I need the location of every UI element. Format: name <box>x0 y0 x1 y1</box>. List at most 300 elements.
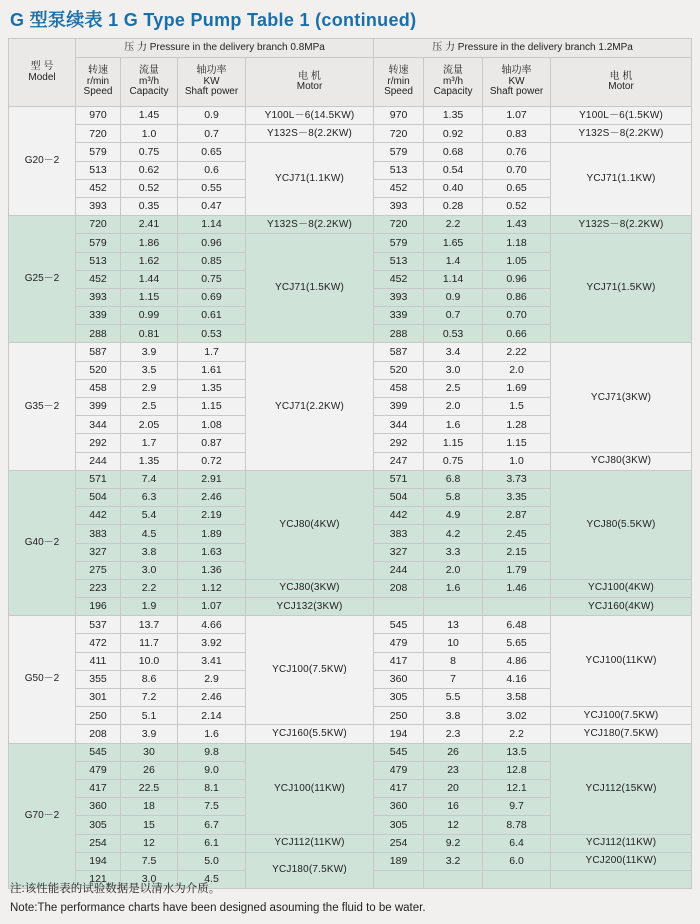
power-cell: 1.89 <box>178 525 246 543</box>
power-cell: 0.70 <box>483 307 551 325</box>
speed-cell: 513 <box>76 161 121 179</box>
capacity-cell: 8.6 <box>121 670 178 688</box>
speed-cell: 339 <box>374 307 424 325</box>
power-cell: 0.76 <box>483 143 551 161</box>
capacity-cell: 0.54 <box>424 161 483 179</box>
power-cell: 4.86 <box>483 652 551 670</box>
power-cell: 5.0 <box>178 852 246 870</box>
capacity-cell: 7 <box>424 670 483 688</box>
speed-cell: 479 <box>374 634 424 652</box>
speed-cell: 520 <box>76 361 121 379</box>
speed-cell: 383 <box>76 525 121 543</box>
capacity-cell: 2.0 <box>424 398 483 416</box>
speed-cell: 355 <box>76 670 121 688</box>
speed-cell: 121 <box>76 870 121 888</box>
capacity-cell: 11.7 <box>121 634 178 652</box>
capacity-cell: 15 <box>121 816 178 834</box>
speed-cell: 208 <box>374 579 424 597</box>
capacity-cell: 7.2 <box>121 689 178 707</box>
power-cell: 0.65 <box>178 143 246 161</box>
speed-cell: 305 <box>76 816 121 834</box>
power-header: 轴功率 KW Shaft power <box>178 58 246 107</box>
power-cell: 0.96 <box>178 234 246 252</box>
power-cell: 6.4 <box>483 834 551 852</box>
speed-cell: 545 <box>374 616 424 634</box>
table-row <box>9 234 692 252</box>
speed-cell: 452 <box>374 179 424 197</box>
capacity-cell: 0.75 <box>424 452 483 470</box>
speed-cell: 223 <box>76 579 121 597</box>
speed-cell: 411 <box>76 652 121 670</box>
speed-cell: 720 <box>76 216 121 234</box>
capacity-cell: 0.9 <box>424 288 483 306</box>
table-row <box>9 470 692 488</box>
power-cell: 0.6 <box>178 161 246 179</box>
capacity-cell: 22.5 <box>121 779 178 797</box>
power-cell: 3.58 <box>483 689 551 707</box>
capacity-cell: 1.6 <box>424 416 483 434</box>
pressure-header-right: 压 力 Pressure in the delivery branch 1.2MPa <box>374 39 692 58</box>
speed-cell: 393 <box>374 197 424 215</box>
power-cell: 1.69 <box>483 379 551 397</box>
power-cell: 4.16 <box>483 670 551 688</box>
power-cell: 1.12 <box>178 579 246 597</box>
capacity-cell: 3.4 <box>424 343 483 361</box>
power-cell: 1.15 <box>483 434 551 452</box>
capacity-cell: 0.68 <box>424 143 483 161</box>
power-cell: 1.43 <box>483 216 551 234</box>
speed-cell: 417 <box>374 779 424 797</box>
power-cell: 0.61 <box>178 307 246 325</box>
speed-cell: 189 <box>374 852 424 870</box>
speed-cell: 458 <box>374 379 424 397</box>
capacity-cell: 0.92 <box>424 125 483 143</box>
speed-cell: 292 <box>374 434 424 452</box>
capacity-cell: 0.99 <box>121 307 178 325</box>
capacity-cell: 3.3 <box>424 543 483 561</box>
motor-cell: YCJ71(3KW) <box>551 343 692 452</box>
power-cell: 0.53 <box>178 325 246 343</box>
motor-cell: YCJ112(11KW) <box>246 834 374 852</box>
power-cell: 1.5 <box>483 398 551 416</box>
table-row <box>9 834 692 852</box>
power-cell: 3.02 <box>483 707 551 725</box>
capacity-cell: 2.5 <box>424 379 483 397</box>
capacity-cell: 5.8 <box>424 488 483 506</box>
motor-cell: YCJ100(7.5KW) <box>246 616 374 725</box>
power-cell: 12.8 <box>483 761 551 779</box>
power-cell: 0.7 <box>178 125 246 143</box>
speed-cell: 579 <box>76 234 121 252</box>
power-cell: 8.1 <box>178 779 246 797</box>
power-cell: 2.14 <box>178 707 246 725</box>
speed-cell: 254 <box>76 834 121 852</box>
power-cell: 2.9 <box>178 670 246 688</box>
power-cell: 0.72 <box>178 452 246 470</box>
speed-cell: 417 <box>374 652 424 670</box>
motor-cell: Y132S－8(2.2KW) <box>551 216 692 234</box>
power-cell: 2.15 <box>483 543 551 561</box>
power-cell: 1.0 <box>483 452 551 470</box>
speed-cell: 399 <box>76 398 121 416</box>
motor-cell: YCJ71(2.2KW) <box>246 343 374 470</box>
power-cell: 12.1 <box>483 779 551 797</box>
capacity-cell: 16 <box>424 798 483 816</box>
capacity-cell: 0.40 <box>424 179 483 197</box>
table-row <box>9 598 692 616</box>
pressure-header-left: 压 力 Pressure in the delivery branch 0.8MPa <box>76 39 374 58</box>
power-cell: 0.55 <box>178 179 246 197</box>
power-cell: 1.18 <box>483 234 551 252</box>
table-row <box>9 616 692 634</box>
capacity-cell <box>424 870 483 888</box>
footnote-cn: 注:该性能表的试验数据是以清水为介质。 <box>10 883 221 895</box>
capacity-header: 流量 m³/h Capacity <box>121 58 178 107</box>
power-cell: 0.87 <box>178 434 246 452</box>
power-cell: 1.35 <box>178 379 246 397</box>
capacity-cell: 3.8 <box>121 543 178 561</box>
speed-cell: 504 <box>374 488 424 506</box>
power-cell: 9.7 <box>483 798 551 816</box>
capacity-cell: 10.0 <box>121 652 178 670</box>
motor-cell: YCJ112(15KW) <box>551 743 692 834</box>
power-cell: 1.63 <box>178 543 246 561</box>
capacity-cell: 13.7 <box>121 616 178 634</box>
power-cell: 6.1 <box>178 834 246 852</box>
motor-cell: YCJ100(11KW) <box>246 743 374 834</box>
capacity-cell: 3.0 <box>121 870 178 888</box>
speed-cell: 587 <box>374 343 424 361</box>
capacity-cell: 5.4 <box>121 507 178 525</box>
capacity-cell: 8 <box>424 652 483 670</box>
motor-cell: Y100L－6(14.5KW) <box>246 107 374 125</box>
power-cell: 0.86 <box>483 288 551 306</box>
speed-cell: 194 <box>76 852 121 870</box>
speed-cell: 579 <box>76 143 121 161</box>
power-cell: 1.28 <box>483 416 551 434</box>
capacity-cell: 2.5 <box>121 398 178 416</box>
capacity-cell: 26 <box>121 761 178 779</box>
capacity-cell: 2.9 <box>121 379 178 397</box>
motor-cell: YCJ160(4KW) <box>551 598 692 616</box>
speed-header: 转速 r/min Speed <box>76 58 121 107</box>
model-header: 型 号 Model <box>9 39 76 107</box>
speed-cell: 571 <box>374 470 424 488</box>
speed-header: 转速 r/min Speed <box>374 58 424 107</box>
capacity-cell: 3.5 <box>121 361 178 379</box>
motor-cell: YCJ80(3KW) <box>551 452 692 470</box>
capacity-cell: 13 <box>424 616 483 634</box>
power-cell: 1.08 <box>178 416 246 434</box>
speed-cell: 244 <box>76 452 121 470</box>
motor-cell: YCJ132(3KW) <box>246 598 374 616</box>
power-cell: 3.73 <box>483 470 551 488</box>
capacity-cell: 7.4 <box>121 470 178 488</box>
model-cell: G40－2 <box>9 470 76 616</box>
power-cell: 4.66 <box>178 616 246 634</box>
speed-cell: 208 <box>76 725 121 743</box>
table-row <box>9 216 692 234</box>
capacity-cell: 3.0 <box>121 561 178 579</box>
speed-cell: 360 <box>76 798 121 816</box>
motor-cell: Y100L－6(1.5KW) <box>551 107 692 125</box>
capacity-cell: 1.86 <box>121 234 178 252</box>
capacity-cell: 23 <box>424 761 483 779</box>
speed-cell: 545 <box>76 743 121 761</box>
capacity-cell: 1.0 <box>121 125 178 143</box>
capacity-cell: 1.7 <box>121 434 178 452</box>
capacity-cell: 2.2 <box>424 216 483 234</box>
capacity-cell: 1.4 <box>424 252 483 270</box>
capacity-cell: 7.5 <box>121 852 178 870</box>
power-cell: 9.0 <box>178 761 246 779</box>
capacity-cell: 0.75 <box>121 143 178 161</box>
capacity-cell: 3.9 <box>121 725 178 743</box>
capacity-cell: 3.8 <box>424 707 483 725</box>
speed-cell: 360 <box>374 798 424 816</box>
capacity-cell: 2.2 <box>121 579 178 597</box>
capacity-cell: 0.62 <box>121 161 178 179</box>
power-cell: 2.19 <box>178 507 246 525</box>
capacity-cell: 9.2 <box>424 834 483 852</box>
speed-cell: 442 <box>374 507 424 525</box>
motor-cell: YCJ80(3KW) <box>246 579 374 597</box>
capacity-cell: 2.05 <box>121 416 178 434</box>
motor-cell: YCJ71(1.5KW) <box>551 234 692 343</box>
power-cell: 2.91 <box>178 470 246 488</box>
capacity-cell: 2.3 <box>424 725 483 743</box>
power-cell: 1.14 <box>178 216 246 234</box>
power-cell: 3.41 <box>178 652 246 670</box>
power-cell: 2.22 <box>483 343 551 361</box>
capacity-cell: 2.0 <box>424 561 483 579</box>
power-cell: 8.78 <box>483 816 551 834</box>
speed-cell: 458 <box>76 379 121 397</box>
capacity-cell: 1.35 <box>424 107 483 125</box>
speed-cell: 288 <box>374 325 424 343</box>
page-title: G 型泵续表 1 G Type Pump Table 1 (continued) <box>10 10 417 30</box>
motor-cell: YCJ100(4KW) <box>551 579 692 597</box>
power-cell: 0.47 <box>178 197 246 215</box>
capacity-cell <box>424 598 483 616</box>
capacity-cell: 3.9 <box>121 343 178 361</box>
speed-cell: 288 <box>76 325 121 343</box>
capacity-cell: 6.8 <box>424 470 483 488</box>
capacity-header: 流量 m³/h Capacity <box>424 58 483 107</box>
speed-cell: 339 <box>76 307 121 325</box>
power-cell: 6.7 <box>178 816 246 834</box>
power-cell: 4.5 <box>178 870 246 888</box>
capacity-cell: 12 <box>424 816 483 834</box>
speed-cell: 393 <box>374 288 424 306</box>
model-cell: G50－2 <box>9 616 76 743</box>
speed-cell: 442 <box>76 507 121 525</box>
power-cell: 1.36 <box>178 561 246 579</box>
motor-cell: YCJ160(5.5KW) <box>246 725 374 743</box>
speed-cell: 301 <box>76 689 121 707</box>
power-cell: 0.9 <box>178 107 246 125</box>
footnote <box>10 880 426 918</box>
capacity-cell: 0.81 <box>121 325 178 343</box>
motor-cell: YCJ200(11KW) <box>551 852 692 870</box>
power-header: 轴功率 KW Shaft power <box>483 58 551 107</box>
capacity-cell: 1.62 <box>121 252 178 270</box>
speed-cell: 579 <box>374 234 424 252</box>
motor-cell: YCJ180(7.5KW) <box>551 725 692 743</box>
speed-cell: 504 <box>76 488 121 506</box>
capacity-cell: 1.45 <box>121 107 178 125</box>
capacity-cell: 1.14 <box>424 270 483 288</box>
table-row <box>9 125 692 143</box>
power-cell: 5.65 <box>483 634 551 652</box>
motor-cell: YCJ71(1.5KW) <box>246 234 374 343</box>
capacity-cell: 18 <box>121 798 178 816</box>
capacity-cell: 0.7 <box>424 307 483 325</box>
power-cell: 0.69 <box>178 288 246 306</box>
power-cell: 1.7 <box>178 343 246 361</box>
motor-cell: Y132S－8(2.2KW) <box>246 216 374 234</box>
power-cell: 1.79 <box>483 561 551 579</box>
capacity-cell: 1.9 <box>121 598 178 616</box>
power-cell: 9.8 <box>178 743 246 761</box>
capacity-cell: 4.2 <box>424 525 483 543</box>
speed-cell: 970 <box>76 107 121 125</box>
speed-cell: 970 <box>374 107 424 125</box>
power-cell: 1.15 <box>178 398 246 416</box>
motor-header: 电 机 Motor <box>551 58 692 107</box>
power-cell: 0.70 <box>483 161 551 179</box>
speed-cell: 720 <box>76 125 121 143</box>
power-cell: 2.87 <box>483 507 551 525</box>
speed-cell: 579 <box>374 143 424 161</box>
power-cell: 6.0 <box>483 852 551 870</box>
power-cell: 0.75 <box>178 270 246 288</box>
capacity-cell: 1.65 <box>424 234 483 252</box>
motor-header: 电 机 Motor <box>246 58 374 107</box>
capacity-cell: 12 <box>121 834 178 852</box>
speed-cell: 247 <box>374 452 424 470</box>
capacity-cell: 2.41 <box>121 216 178 234</box>
speed-cell: 305 <box>374 689 424 707</box>
speed-cell: 720 <box>374 125 424 143</box>
table-row <box>9 343 692 361</box>
capacity-cell: 3.2 <box>424 852 483 870</box>
speed-cell: 520 <box>374 361 424 379</box>
power-cell: 3.35 <box>483 488 551 506</box>
power-cell: 2.45 <box>483 525 551 543</box>
speed-cell: 545 <box>374 743 424 761</box>
power-cell: 2.46 <box>178 689 246 707</box>
speed-cell: 399 <box>374 398 424 416</box>
motor-cell: Y132S－8(2.2KW) <box>551 125 692 143</box>
speed-cell: 472 <box>76 634 121 652</box>
capacity-cell: 10 <box>424 634 483 652</box>
speed-cell <box>374 598 424 616</box>
power-cell: 7.5 <box>178 798 246 816</box>
capacity-cell: 5.5 <box>424 689 483 707</box>
capacity-cell: 4.9 <box>424 507 483 525</box>
speed-cell: 417 <box>76 779 121 797</box>
power-cell: 2.2 <box>483 725 551 743</box>
pump-performance-table <box>8 38 692 889</box>
motor-cell: YCJ100(7.5KW) <box>551 707 692 725</box>
power-cell: 2.46 <box>178 488 246 506</box>
capacity-cell: 3.0 <box>424 361 483 379</box>
power-cell: 0.52 <box>483 197 551 215</box>
speed-cell: 452 <box>76 270 121 288</box>
speed-cell: 250 <box>76 707 121 725</box>
capacity-cell: 1.15 <box>121 288 178 306</box>
speed-cell: 587 <box>76 343 121 361</box>
speed-cell: 513 <box>76 252 121 270</box>
motor-cell: Y132S－8(2.2KW) <box>246 125 374 143</box>
motor-cell: YCJ71(1.1KW) <box>551 143 692 216</box>
capacity-cell: 1.15 <box>424 434 483 452</box>
capacity-cell: 0.53 <box>424 325 483 343</box>
power-cell: 1.6 <box>178 725 246 743</box>
power-cell: 1.05 <box>483 252 551 270</box>
power-cell: 0.85 <box>178 252 246 270</box>
model-cell: G20－2 <box>9 107 76 216</box>
capacity-cell: 1.44 <box>121 270 178 288</box>
capacity-cell: 0.28 <box>424 197 483 215</box>
model-cell: G25－2 <box>9 216 76 343</box>
speed-cell: 250 <box>374 707 424 725</box>
power-cell: 1.61 <box>178 361 246 379</box>
speed-cell: 513 <box>374 252 424 270</box>
motor-cell <box>551 870 692 888</box>
capacity-cell: 0.35 <box>121 197 178 215</box>
table-row <box>9 743 692 761</box>
power-cell: 1.07 <box>483 107 551 125</box>
speed-cell: 275 <box>76 561 121 579</box>
speed-cell: 194 <box>374 725 424 743</box>
motor-cell: YCJ180(7.5KW) <box>246 852 374 888</box>
power-cell: 0.96 <box>483 270 551 288</box>
power-cell: 0.66 <box>483 325 551 343</box>
model-cell: G35－2 <box>9 343 76 470</box>
power-cell: 1.46 <box>483 579 551 597</box>
table-row <box>9 852 692 870</box>
motor-cell: YCJ71(1.1KW) <box>246 143 374 216</box>
power-cell: 3.92 <box>178 634 246 652</box>
motor-cell: YCJ112(11KW) <box>551 834 692 852</box>
power-cell <box>483 598 551 616</box>
speed-cell: 305 <box>374 816 424 834</box>
capacity-cell: 0.52 <box>121 179 178 197</box>
speed-cell: 196 <box>76 598 121 616</box>
speed-cell: 537 <box>76 616 121 634</box>
power-cell: 0.65 <box>483 179 551 197</box>
motor-cell: YCJ80(5.5KW) <box>551 470 692 579</box>
speed-cell: 254 <box>374 834 424 852</box>
motor-cell: YCJ80(4KW) <box>246 470 374 579</box>
motor-cell: YCJ100(11KW) <box>551 616 692 707</box>
power-cell: 6.48 <box>483 616 551 634</box>
speed-cell: 452 <box>76 179 121 197</box>
capacity-cell: 30 <box>121 743 178 761</box>
speed-cell: 292 <box>76 434 121 452</box>
table-row <box>9 143 692 161</box>
capacity-cell: 20 <box>424 779 483 797</box>
speed-cell: 327 <box>76 543 121 561</box>
capacity-cell: 6.3 <box>121 488 178 506</box>
power-cell: 2.0 <box>483 361 551 379</box>
capacity-cell: 1.35 <box>121 452 178 470</box>
speed-cell: 571 <box>76 470 121 488</box>
table-row <box>9 107 692 125</box>
speed-cell: 327 <box>374 543 424 561</box>
